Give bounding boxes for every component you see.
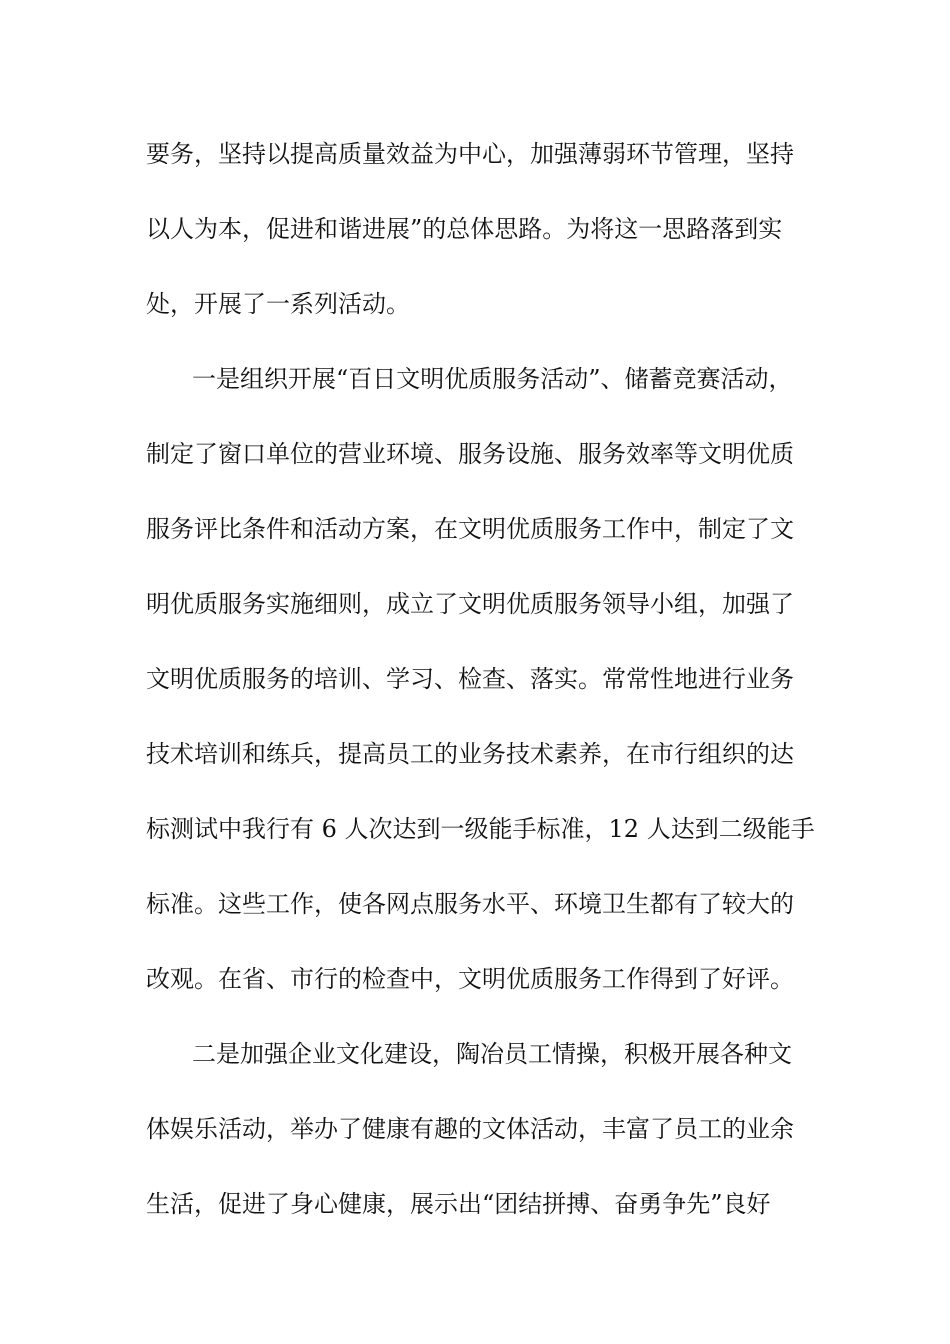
text-line: 文明优质服务的培训、学习、检查、落实。常常性地进行业务: [146, 665, 794, 693]
paragraph-first-line: 二是加强企业文化建设，陶冶员工情操，积极开展各种文: [192, 1040, 792, 1068]
text-line: 服务评比条件和活动方案，在文明优质服务工作中，制定了文: [146, 515, 794, 543]
text-line: 以人为本，促进和谐进展”的总体思路。为将这一思路落到实: [146, 215, 783, 243]
text-line: 标测试中我行有 6 人次达到一级能手标准，12 人达到二级能手: [146, 815, 815, 843]
text-line: 处，开展了一系列活动。: [146, 290, 410, 318]
text-line: 生活，促进了身心健康，展示出“团结拼搏、奋勇争先”良好: [146, 1190, 771, 1218]
text-line: 要务，坚持以提高质量效益为中心，加强薄弱环节管理，坚持: [146, 140, 794, 168]
text-line: 制定了窗口单位的营业环境、服务设施、服务效率等文明优质: [146, 440, 794, 468]
text-line: 技术培训和练兵，提高员工的业务技术素养，在市行组织的达: [146, 740, 794, 768]
text-line: 明优质服务实施细则，成立了文明优质服务领导小组，加强了: [146, 590, 794, 618]
text-line: 改观。在省、市行的检查中，文明优质服务工作得到了好评。: [146, 965, 794, 993]
text-line: 体娱乐活动，举办了健康有趣的文体活动，丰富了员工的业余: [146, 1115, 794, 1143]
text-line: 标准。这些工作，使各网点服务水平、环境卫生都有了较大的: [146, 890, 794, 918]
paragraph-first-line: 一是组织开展“百日文明优质服务活动”、储蓄竞赛活动，: [192, 365, 793, 393]
